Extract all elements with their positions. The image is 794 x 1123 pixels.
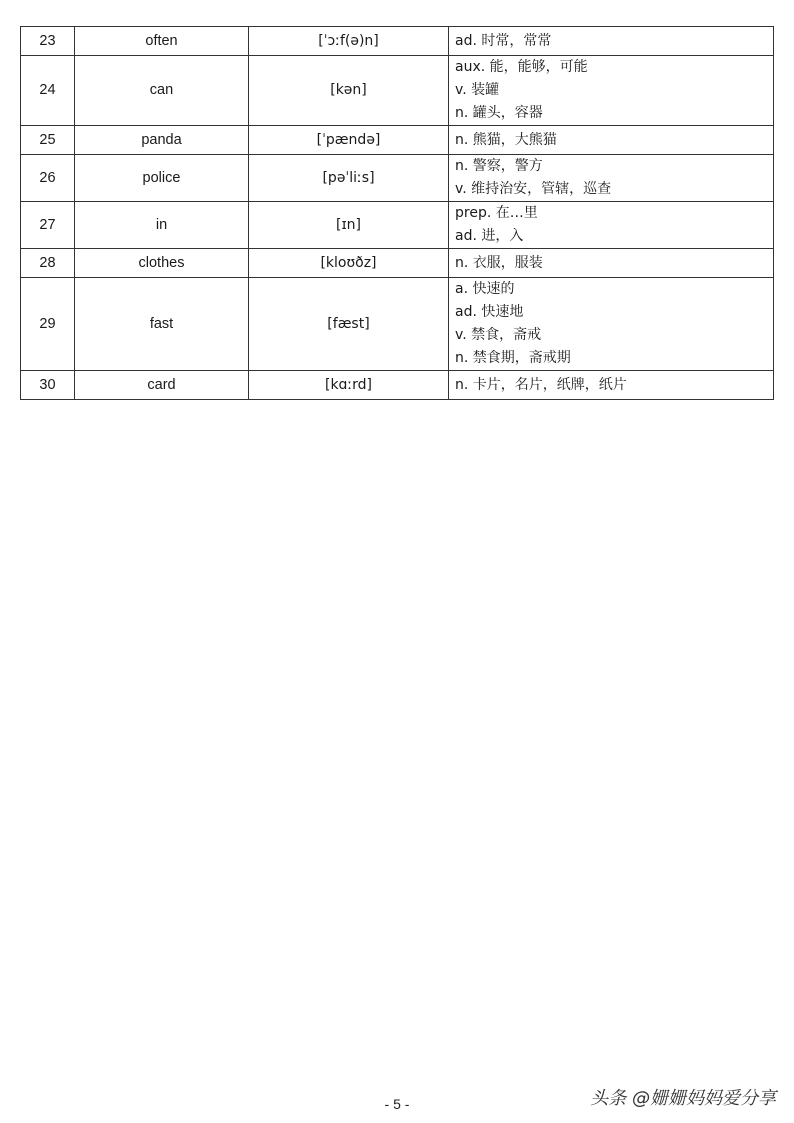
meaning-cell — [449, 249, 774, 278]
word-cell: clothes — [75, 249, 249, 278]
meaning-cell — [449, 56, 774, 126]
meaning-line: n. 卡片，名片，纸牌，纸片 — [455, 376, 627, 393]
table-row — [21, 56, 774, 126]
meaning-line: prep. 在…里 — [455, 205, 538, 221]
word-cell: fast — [75, 278, 249, 371]
table-row — [21, 278, 774, 371]
meaning-line: v. 禁食，斋戒 — [455, 327, 542, 343]
vocabulary-table-body — [21, 27, 774, 400]
row-number: 23 — [21, 27, 75, 56]
word-cell: can — [75, 56, 249, 126]
phonetic-cell: [fæst] — [249, 278, 449, 371]
table-row — [21, 371, 774, 400]
phonetic-cell: [kɑːrd] — [249, 371, 449, 400]
word-cell: often — [75, 27, 249, 56]
table-row — [21, 27, 774, 56]
row-number: 25 — [21, 126, 75, 155]
meaning-line: a. 快速的 — [455, 281, 515, 297]
meaning-cell — [449, 126, 774, 155]
table-row — [21, 202, 774, 249]
meaning-line: aux. 能，能够，可能 — [455, 59, 588, 75]
row-number: 24 — [21, 56, 75, 126]
table-row — [21, 126, 774, 155]
vocabulary-table — [20, 26, 774, 400]
page-number: - 5 - — [384, 1096, 410, 1112]
row-number: 27 — [21, 202, 75, 249]
meaning-cell — [449, 27, 774, 56]
meaning-line: n. 警察，警方 — [455, 158, 543, 174]
meaning-line: ad. 进，入 — [455, 228, 524, 244]
row-number: 29 — [21, 278, 75, 371]
meaning-line: v. 装罐 — [455, 82, 500, 98]
word-cell: police — [75, 155, 249, 202]
meaning-cell — [449, 202, 774, 249]
word-cell: card — [75, 371, 249, 400]
meaning-line: ad. 时常，常常 — [455, 32, 552, 49]
phonetic-cell: [kloʊðz] — [249, 249, 449, 278]
row-number: 28 — [21, 249, 75, 278]
phonetic-cell: [ɪn] — [249, 202, 449, 249]
word-cell: in — [75, 202, 249, 249]
watermark-text: 头条 @姗姗妈妈爱分享 — [590, 1088, 776, 1109]
meaning-line: n. 罐头，容器 — [455, 105, 543, 121]
meaning-line: n. 禁食期，斋戒期 — [455, 350, 571, 366]
meaning-line: v. 维持治安，管辖，巡查 — [455, 181, 612, 197]
phonetic-cell: [pəˈliːs] — [249, 155, 449, 202]
phonetic-cell: [ˈpændə] — [249, 126, 449, 155]
phonetic-cell: [kən] — [249, 56, 449, 126]
meaning-line: n. 熊猫，大熊猫 — [455, 131, 557, 148]
row-number: 30 — [21, 371, 75, 400]
meaning-line: ad. 快速地 — [455, 304, 524, 320]
meaning-line: n. 衣服，服装 — [455, 254, 543, 271]
meaning-cell — [449, 278, 774, 371]
row-number: 26 — [21, 155, 75, 202]
phonetic-cell: [ˈɔːf(ə)n] — [249, 27, 449, 56]
word-cell: panda — [75, 126, 249, 155]
meaning-cell — [449, 155, 774, 202]
table-row — [21, 155, 774, 202]
table-row — [21, 249, 774, 278]
meaning-cell — [449, 371, 774, 400]
